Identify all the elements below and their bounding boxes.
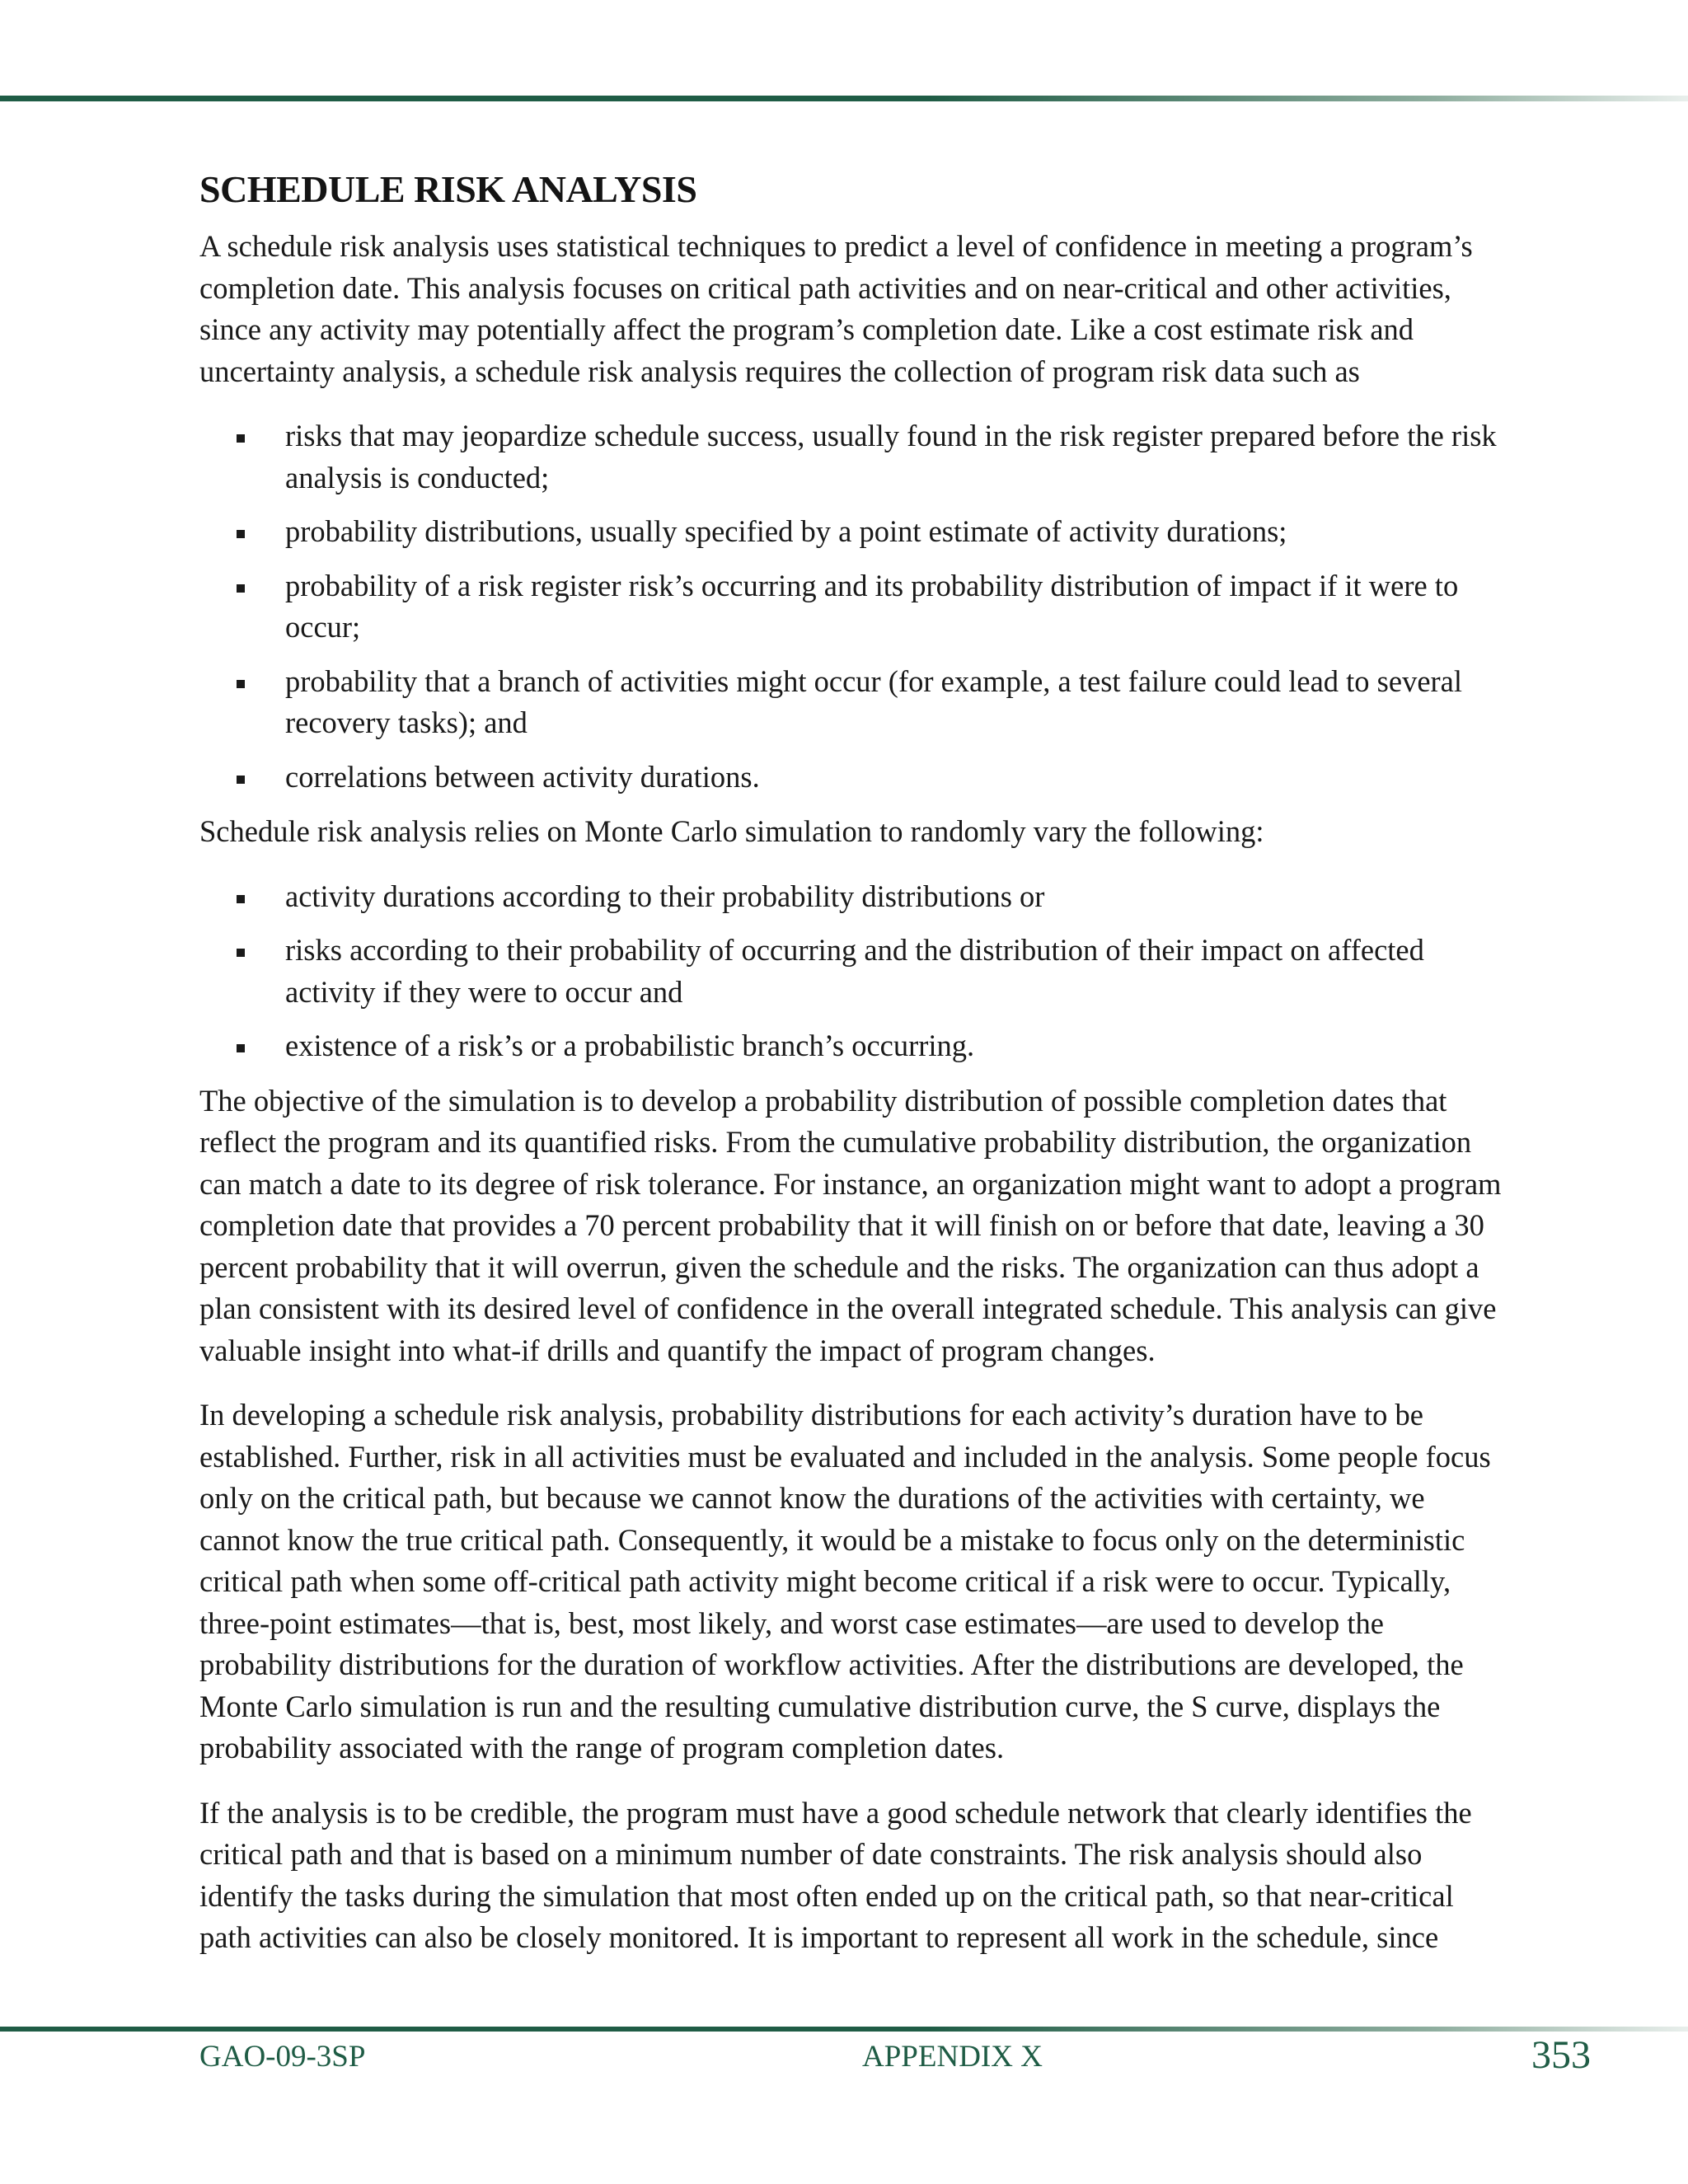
square-bullet-icon xyxy=(237,434,245,443)
list-item xyxy=(199,1025,1502,1067)
paragraph-intro: A schedule risk analysis uses statistical techniques to predict a level of confidence in meeting a program’s completion date. This analysis focuses on critical path activities and on near-critical and other activities, since any activity may potentially affect the program’s completion date. Like a cost estimate risk and uncertainty analysis, a schedule risk analysis requires the collection of program risk data such as xyxy=(199,229,1473,388)
list-item-text: probability of a risk register risk’s occurring and its probability distribution of impact if it were to occur; xyxy=(285,568,1459,644)
paragraph-developing: In developing a schedule risk analysis, probability distributions for each activity’s duration have to be established. Further, risk in all activities must be evaluated and included in the analysis. Some people focus only on the critical path, but because we cannot know the durations of the activities with certainty, we cannot know the true critical path. Consequently, it would be a mistake to focus only on the deterministic critical path when some off-critical path activity might become critical if a risk were to occur. Typically, three-point estimates—that is, best, most likely, and worst case estimates—are used to develop the probability distributions for the duration of workflow activities. After the distributions are developed, the Monte Carlo simulation is run and the resulting cumulative distribution curve, the S curve, displays the probability associated with the range of program completion dates. xyxy=(199,1398,1491,1765)
list-item-text: existence of a risk’s or a probabilistic branch’s occurring. xyxy=(285,1029,975,1062)
footer-report-id: GAO-09-3SP xyxy=(199,2040,366,2074)
paragraph-monte-carlo: Schedule risk analysis relies on Monte Carlo simulation to randomly vary the following: xyxy=(199,814,1264,848)
list-item xyxy=(199,415,1502,499)
page-content xyxy=(199,165,1502,1959)
footer-rule xyxy=(0,2027,1688,2032)
list-item-text: risks that may jeopardize schedule success, usually found in the risk register prepared before the risk analysis is conducted; xyxy=(285,419,1497,494)
list-item xyxy=(199,930,1502,1013)
list-item xyxy=(199,511,1502,553)
square-bullet-icon xyxy=(237,949,245,957)
square-bullet-icon xyxy=(237,584,245,593)
section-heading: SCHEDULE RISK ANALYSIS xyxy=(199,168,697,210)
square-bullet-icon xyxy=(237,895,245,903)
paragraph-credible: If the analysis is to be credible, the program must have a good schedule network that clearly identifies the critical path and that is based on a minimum number of date constraints. The risk analysis should also identify the tasks during the simulation that most often ended up on the critical path, so that near-critical path activities can also be closely monitored. It is important to represent all work in the schedule, since xyxy=(199,1795,1472,1954)
list-item-text: risks according to their probability of occurring and the distribution of their impact on affected activity if they were to occur and xyxy=(285,933,1424,1009)
list-item-text: activity durations according to their probability distributions or xyxy=(285,879,1045,913)
list-item-text: probability distributions, usually specified by a point estimate of activity durations; xyxy=(285,514,1287,548)
list-item xyxy=(199,757,1502,799)
header-rule xyxy=(0,96,1688,101)
square-bullet-icon xyxy=(237,680,245,688)
paragraph-objective: The objective of the simulation is to develop a probability distribution of possible completion dates that reflect the program and its quantified risks. From the cumulative probability distribution, the organization can match a date to its degree of risk tolerance. For instance, an organization might want to adopt a program completion date that provides a 70 percent probability that it will finish on or before that date, leaving a 30 percent probability that it will overrun, given the schedule and the risks. The organization can thus adopt a plan consistent with its desired level of confidence in the overall integrated schedule. This analysis can give valuable insight into what-if drills and quantify the impact of program changes. xyxy=(199,1083,1502,1367)
vary-list xyxy=(199,876,1502,1067)
square-bullet-icon xyxy=(237,1044,245,1052)
footer-section: APPENDIX X xyxy=(862,2040,1043,2074)
square-bullet-icon xyxy=(237,530,245,538)
square-bullet-icon xyxy=(237,776,245,784)
list-item xyxy=(199,565,1502,649)
list-item xyxy=(199,661,1502,744)
list-item-text: correlations between activity durations. xyxy=(285,759,760,794)
risk-data-list xyxy=(199,415,1502,798)
page-number: 353 xyxy=(1531,2033,1591,2077)
list-item-text: probability that a branch of activities might occur (for example, a test failure could lead to several recovery tasks); and xyxy=(285,663,1463,739)
list-item xyxy=(199,876,1502,918)
